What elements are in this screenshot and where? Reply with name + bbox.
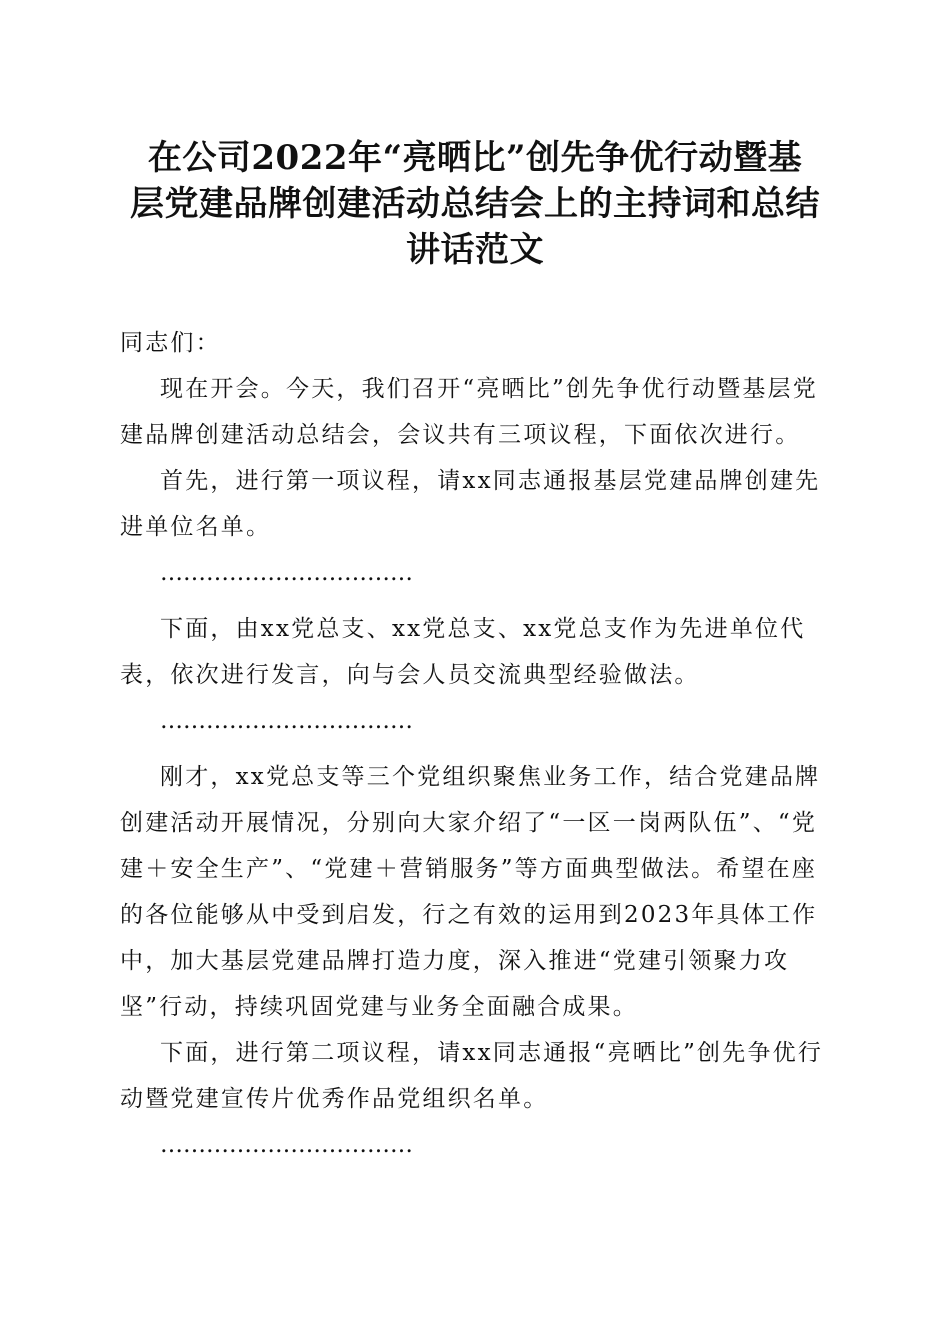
paragraph-agenda-2: 下面，进行第二项议程，请xx同志通报“亮晒比”创先争优行动暨党建宣传片优秀作品党组织名单。 xyxy=(120,1040,824,1112)
ellipsis-separator-1: …………………………… xyxy=(160,560,413,586)
ellipsis-separator-2: …………………………… xyxy=(160,708,413,734)
document-title xyxy=(110,135,840,273)
paragraph-summary: 刚才，xx党总支等三个党组织聚焦业务工作，结合党建品牌创建活动开展情况，分别向大家介绍了“一区一岗两队伍”、“党建＋安全生产”、“党建＋营销服务”等方面典型做法。希望在座的各位能够从中受到启发，行之有效的运用到2023年具体工作中，加大基层党建品牌打造力度，深入推进“党建引领聚力攻坚”行动，持续巩固党建与业务全面融合成果。 xyxy=(120,764,821,1020)
ellipsis-separator-3: …………………………… xyxy=(160,1132,413,1158)
document-body xyxy=(120,320,830,1178)
paragraph-speeches: 下面，由xx党总支、xx党总支、xx党总支作为先进单位代表，依次进行发言，向与会人员交流典型经验做法。 xyxy=(120,616,806,688)
salutation: 同志们： xyxy=(120,330,221,356)
paragraph-agenda-1: 首先，进行第一项议程，请xx同志通报基层党建品牌创建先进单位名单。 xyxy=(120,468,821,540)
title-line-3: 讲话范文 xyxy=(406,230,544,270)
title-line-1: 在公司2022年“亮晒比”创先争优行动暨基 xyxy=(147,138,803,178)
title-line-2: 层党建品牌创建活动总结会上的主持词和总结 xyxy=(130,184,820,224)
paragraph-opening: 现在开会。今天，我们召开“亮晒比”创先争优行动暨基层党建品牌创建活动总结会，会议共有三项议程，下面依次进行。 xyxy=(120,376,818,448)
